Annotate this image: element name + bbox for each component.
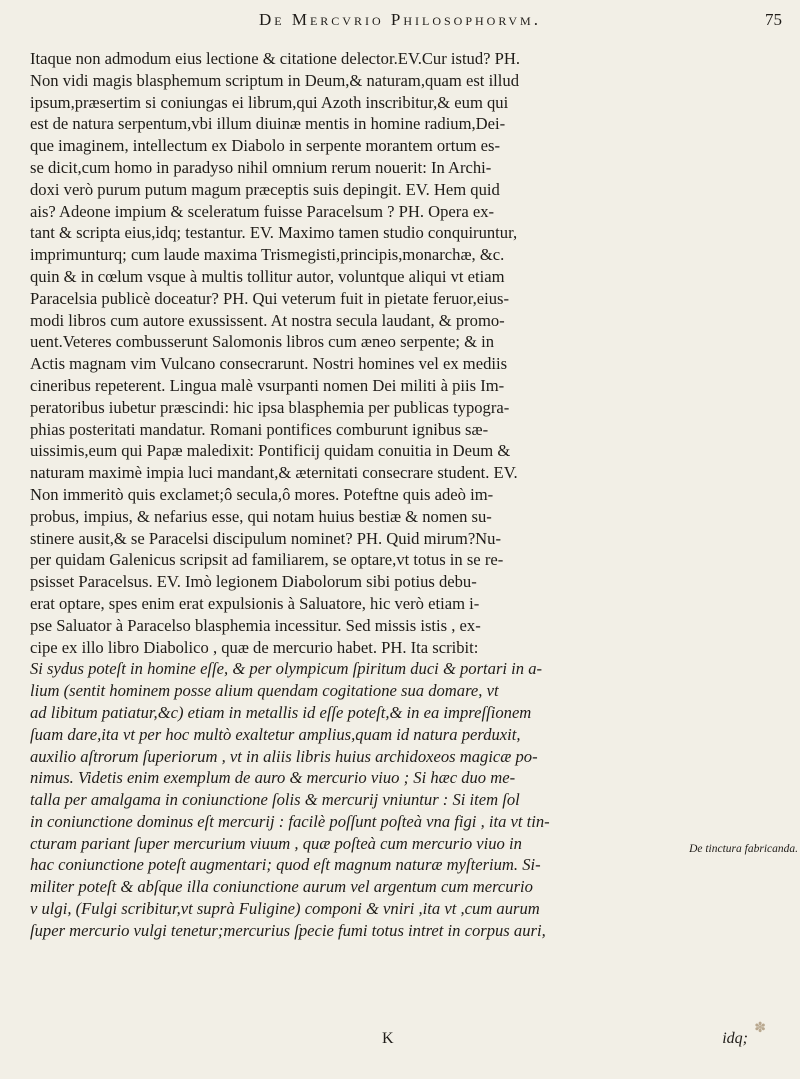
- quote-line: militer poteſt & abſque illa coniunctione aurum vel argentum cum mercurio: [30, 877, 533, 897]
- text-line: modi libros cum autore exussissent. At nostra secula laudant, & promo-: [30, 310, 505, 330]
- running-title: De Mercvrio Philosophorvm.: [259, 10, 541, 29]
- signature-mark: K: [382, 1030, 394, 1047]
- quote-line: v ulgi, (Fulgi scribitur,vt suprà Fuligine) componi & vniri ,ita vt ,cum aurum: [30, 899, 540, 919]
- page-header: [0, 8, 800, 42]
- text-line: Itaque non admodum eius lectione & citatione delector.EV.Cur istud? PH.: [30, 49, 521, 68]
- quote-line: auxilio aſtrorum ſuperiorum , vt in aliis libris huius archidoxeos magicæ po-: [30, 746, 538, 766]
- quote-line: cturam pariant ſuper mercurium viuum , quæ poſteà cum mercurio viuo in: [30, 833, 522, 853]
- quote-line: ſuper mercurio vulgi tenetur;mercurius ſpecie fumi totus intret in corpus auri,: [30, 920, 546, 940]
- text-line: uent.Veteres combusserunt Salomonis libros cum æneo serpente; & in: [30, 332, 495, 352]
- text-line: erat optare, spes enim erat expulsionis à Saluatore, hic verò etiam i-: [30, 593, 480, 613]
- text-line: psisset Paracelsus. EV. Imò legionem Diabolorum sibi potius debu-: [30, 572, 477, 592]
- text-line: stinere ausit,& se Paracelsi discipulum nominet? PH. Quid mirum?Nu-: [30, 528, 501, 548]
- quote-line: ſuam dare,ita vt per hoc multò exaltetur amplius,quam id natura perduxit,: [30, 724, 521, 744]
- text-line: Non vidi magis blasphemum scriptum in Deum,& naturam,quam est illud: [30, 70, 519, 90]
- quote-line: Si sydus poteſt in homine eſſe, & per olympicum ſpiritum duci & portari in a-: [30, 659, 543, 679]
- text-line: ais? Adeone impium & sceleratum fuisse Paracelsum ? PH. Opera ex-: [30, 201, 495, 221]
- text-line: tant & scripta eius,idq; testantur. EV. Maximo tamen studio conquiruntur,: [30, 223, 518, 243]
- text-line: uissimis,eum qui Papæ maledixit: Pontificij quidam conuitia in Deum &: [30, 441, 511, 461]
- text-line: Actis magnam vim Vulcano consecrarunt. Nostri homines vel ex mediis: [30, 354, 508, 374]
- text-line: naturam maximè impia luci mandant,& æternitati consecrare student. EV.: [30, 463, 518, 483]
- quote-line: nimus. Videtis enim exemplum de auro & mercurio viuo ; Si hæc duo me-: [30, 768, 516, 788]
- text-line: quin & in cœlum vsque à multis tollitur autor, voluntque aliqui vt etiam: [30, 266, 505, 286]
- page-footer: [0, 1021, 800, 1070]
- text-line: imprimunturq; cum laude maxima Trismegisti,principis,monarchæ, &c.: [30, 245, 505, 265]
- text-line: que imaginem, intellectum ex Diabolo in serpente morantem ortum es-: [30, 136, 501, 156]
- text-line: cipe ex illo libro Diabolico , quæ de mercurio habet. PH. Ita scribit:: [30, 637, 479, 657]
- text-line: se dicit,cum homo in paradyso nihil omnium rerum nouerit: In Archi-: [30, 157, 492, 177]
- text-line: est de natura serpentum,vbi illum diuinæ mentis in homine radium,Dei-: [30, 114, 506, 134]
- text-line: peratoribus iubetur præscindi: hic ipsa blasphemia per publicas typogra-: [30, 397, 510, 417]
- quote-line: ad libitum patiatur,&c) etiam in metallis id eſſe poteſt,& in ea impreſſionem: [30, 702, 532, 722]
- catchword: idq;: [722, 1030, 748, 1047]
- text-line: ipsum,præsertim si coniungas ei librum,qui Azoth inscribitur,& eum qui: [30, 92, 509, 112]
- text-line: phias posteritati mandatur. Romani pontifices comburunt ignibus sæ-: [30, 419, 489, 439]
- page-number: 75: [765, 10, 782, 29]
- text-line: doxi verò purum putum magum præceptis suis depingit. EV. Hem quid: [30, 179, 500, 199]
- quote-line: in coniunctione dominus eſt mercurij : facilè poſſunt poſteà vna figi , ita vt tin-: [30, 811, 550, 831]
- text-line: per quidam Galenicus scripsit ad familiarem, se optare,vt totus in se re-: [30, 550, 504, 570]
- text-line: pse Saluator à Paracelso blasphemia incessitur. Sed missis istis , ex-: [30, 615, 481, 635]
- text-line: Paracelsia publicè doceatur? PH. Qui veterum fuit in pietate feruor,eius-: [30, 288, 509, 308]
- ink-blot-icon: ✽: [754, 1021, 766, 1036]
- text-line: probus, impius, & nefarius esse, qui notam huius bestiæ & nomen su-: [30, 506, 492, 526]
- quote-line: talla per amalgama in coniunctione ſolis & mercurij vniuntur : Si item ſol: [30, 790, 520, 810]
- quote-line: lium (sentit hominem posse alium quendam cogitatione sua domare, vt: [30, 681, 499, 701]
- margin-note: De tinctura fabricanda.: [689, 843, 798, 855]
- body-text: [30, 48, 782, 942]
- quote-line: hac coniunctione poteſt augmentari; quod eſt magnum naturæ myſterium. Si-: [30, 855, 541, 875]
- text-line: Non immeritò quis exclamet;ô secula,ô mores. Poteftne quis adeò im-: [30, 484, 494, 504]
- text-line: cineribus repeterent. Lingua malè vsurpanti nomen Dei militi à piis Im-: [30, 375, 505, 395]
